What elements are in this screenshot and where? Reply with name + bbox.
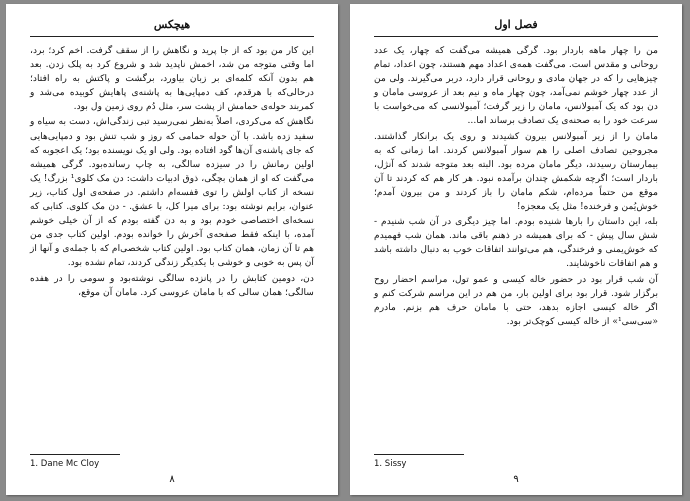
header-rule	[30, 36, 314, 37]
page-body	[374, 44, 658, 330]
paragraph: این کار من بود که از جا پرید و نگاهش را از سقف گرفت. اخم کرد؛ برد، اما وقتی متوجه من شد، اخمش ناپدید شد و شروع کرد به پلک زدن. بعد هم بدون آنکه کلمه‌ای بر زبان بیاورد، برگشت و پاکتش به راه افتاد؛ درحالی‌که با هرقدم، کف دمپایی‌ها به پاشنه‌ی پاهایش کوبیده می‌شد و کمربند حوله‌ی حمامش از پشت سر، مثل دُم روی زمین ول بود.	[30, 45, 314, 113]
paragraph: من را چهار ماهه باردار بود. گرگی همیشه می‌گفت که چهار، یک عدد روحانی و مقدس است. می‌گفت همه‌ی اعداد مهم هستند، چون اعداد، تمام چیزهایی را که در جهان مادی و روحانی قرار دارد، دربر می‌گیرند. ولی من از عدد چهار خوشم نمی‌آمد، چون چهار ماه و نیم بعد از عروسی مامان و دن بود که یک آمبولانس، مامان را زیر گرفت؛ آمبولانسی که می‌خواست با سرعت خود را به صحنه‌ی یک تصادف برساند اما...	[374, 45, 658, 127]
page-number: ۹	[513, 474, 519, 485]
paragraph: آن شب قرار بود در حضور خاله کیسی و عمو تول، مراسم احضار روح برگزار شود. قرار بود برای اولین بار، من هم در این مراسم شرکت کنم و اگر خاله کیسی اجازه بدهد، حتی با مامان حرف هم بزنم. مادرم «سی‌سی¹» از خاله کیسی کوچک‌تر بود.	[374, 273, 658, 327]
footnote-rule	[374, 454, 464, 455]
page-body	[30, 44, 314, 301]
paragraph: مامان را از زیر آمبولانس بیرون کشیدند و روی یک برانکار گذاشتند. مجروحین تصادف اصلی را هم سوار آمبولانس کردند. اما زمانی که به بیمارستان رسیدند، دیگر مامان مرده بود. البته بعد متوجه شدند که آنژل، باردار است؛ اگرچه شکمش چندان برآمده نبود. هر کار هم که کردند تا آن موقع من حتماً مرده‌ام، شکم مامان را باز کردند و من بیرون آمدم؛ خوش‌یُمن و فرخنده! مثل یک معجزه!	[374, 130, 658, 213]
right-page	[350, 4, 682, 495]
page-number: ۸	[169, 474, 175, 485]
running-header: فصل اول	[494, 18, 538, 31]
paragraph: نگاهش که می‌کردی، اصلاً به‌نظر نمی‌رسید تبی زندگی‌اش، دست به سیاه و سفید زده باشد. با آن حوله حمامی که روز و شب تنش بود و دمپایی‌هایی که جای پاشنه‌ی آن‌ها گود افتاده بود. ولی او یک نویسنده بود؛ یک اعجوبه که اولین رمانش را در سیزده سالگی، به چاپ رسانده‌بود. گرگی همیشه می‌گفت که او از همان بچگی، ذوق ادبیات داشت: دن مک کلوی¹ بزرگ! یک نسخه از کتاب اولش را توی قفسه‌ام داشتم. در صفحه‌ی اول کتاب، زیر عنوان، برایم نوشته بود: برای میرا کل، با عشق. - دن مک کلوی. کتابی که نسخه‌ای اختصاصی خودم بود و به دن گفته بودم که از آن خیلی خوشم آمده، با اینکه فقط صفحه‌ی آخرش را خوانده بودم. اولین کتاب جدی من هم تا آن زمان، همان کتاب بود. اولین کتاب شخصی‌ام که با جمله‌ی و آنها از آن پس به خوبی و خوشی با یکدیگر زندگی کردند، تمام نشده بود.	[30, 116, 314, 269]
running-header: هیچکس	[153, 18, 191, 31]
header-rule	[374, 36, 658, 37]
paragraph: دن، دومین کتابش را در پانزده سالگی نوشته‌بود و سومی را در هفده سالگی؛ همان سالی که با مامان عروسی کرد. مامان آن موقع،	[30, 272, 314, 298]
paragraph: بله، این داستان را بارها شنیده بودم. اما چیز دیگری در آن شب شنیدم - شش سال پیش - که برای همیشه در ذهنم باقی ماند. همان شب فهمیدم که خوش‌یمنی و فرخندگی، هم می‌توانند اتفاقات خوب به دنبال داشته باشد و هم اتفاقات ناخوشایند.	[374, 216, 658, 270]
left-page	[6, 4, 338, 495]
footnote: 1. Dane Mc Cloy	[30, 459, 100, 469]
footnote-rule	[30, 454, 120, 455]
footnote: 1. Sissy	[374, 459, 407, 469]
